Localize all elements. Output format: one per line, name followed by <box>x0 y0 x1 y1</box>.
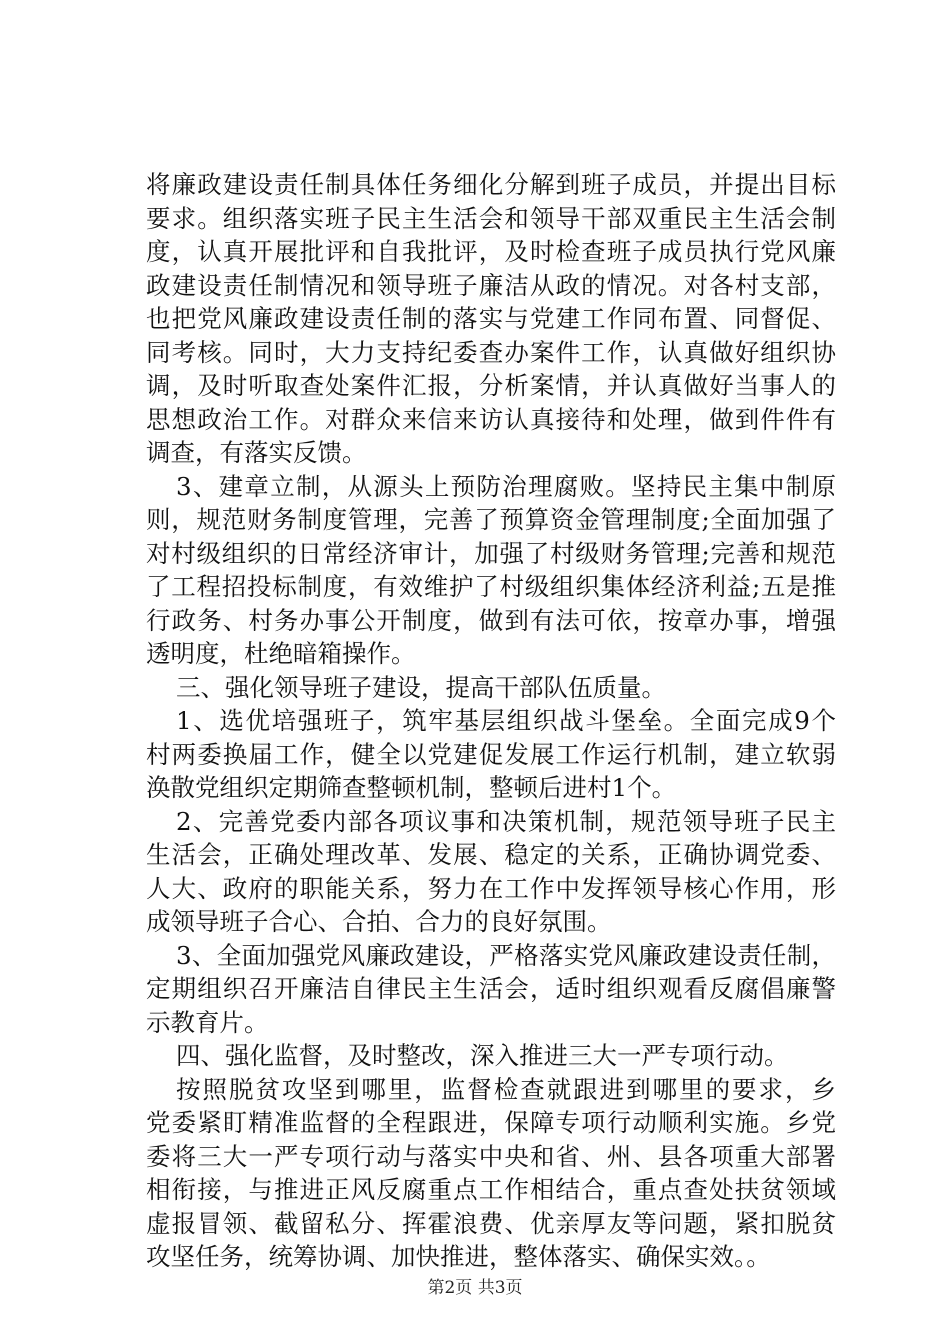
text-line: 也把党风廉政建设责任制的落实与党建工作同布置、同督促、 <box>146 304 836 333</box>
text-line: 调，及时听取查处案件汇报，分析案情，并认真做好当事人的 <box>146 371 836 400</box>
text-line: 透明度，杜绝暗箱操作。 <box>146 639 416 668</box>
text-line: 涣散党组织定期筛查整顿机制，整顿后进村1个。 <box>146 773 677 802</box>
text-line: 村两委换届工作，健全以党建促发展工作运行机制，建立软弱 <box>146 739 836 769</box>
text-line: 党委紧盯精准监督的全程跟进，保障专项行动顺利实施。乡党 <box>146 1108 836 1137</box>
text-line: 成领导班子合心、合拍、合力的良好氛围。 <box>146 907 612 936</box>
text-line: 相衔接，与推进正风反腐重点工作相结合，重点查处扶贫领域 <box>146 1175 836 1204</box>
text-line: 3、全面加强党风廉政建设，严格落实党风廉政建设责任制， <box>176 940 836 970</box>
text-line: 则，规范财务制度管理，完善了预算资金管理制度;全面加强了 <box>146 505 836 534</box>
text-line: 度，认真开展批评和自我批评，及时检查班子成员执行党风廉 <box>146 237 836 266</box>
text-line: 同考核。同时，大力支持纪委查办案件工作，认真做好组织协 <box>146 337 836 367</box>
text-line: 委将三大一严专项行动与落实中央和省、州、县各项重大部署 <box>146 1141 836 1171</box>
text-line: 了工程招投标制度，有效维护了村级组织集体经济利益;五是推 <box>146 572 836 601</box>
text-line: 人大、政府的职能关系，努力在工作中发挥领导核心作用，形 <box>146 873 836 903</box>
document-body <box>146 168 836 1274</box>
text-line: 政建设责任制情况和领导班子廉洁从政的情况。对各村支部， <box>146 270 836 300</box>
text-line: 2、完善党委内部各项议事和决策机制，规范领导班子民主 <box>176 806 836 836</box>
text-line: 调查，有落实反馈。 <box>146 438 367 467</box>
text-line: 四、强化监督，及时整改，深入推进三大一严专项行动。 <box>176 1041 789 1070</box>
text-line: 3、建章立制，从源头上预防治理腐败。坚持民主集中制原 <box>176 471 836 501</box>
text-line: 1、选优培强班子，筑牢基层组织战斗堡垒。全面完成9个 <box>176 706 836 735</box>
text-line: 定期组织召开廉洁自律民主生活会，适时组织观看反腐倡廉警 <box>146 974 836 1003</box>
text-line: 虚报冒领、截留私分、挥霍浪费、优亲厚友等问题，紧扣脱贫 <box>146 1208 836 1238</box>
page-footer: 第2页 共3页 <box>427 1278 523 1298</box>
text-line: 对村级组织的日常经济审计，加强了村级财务管理;完善和规范 <box>146 538 836 568</box>
text-line: 行政务、村务办事公开制度，做到有法可依，按章办事，增强 <box>146 605 836 635</box>
text-line: 生活会，正确处理改革、发展、稳定的关系，正确协调党委、 <box>146 840 836 869</box>
text-line: 将廉政建设责任制具体任务细化分解到班子成员，并提出目标 <box>146 170 836 199</box>
text-line: 思想政治工作。对群众来信来访认真接待和处理，做到件件有 <box>146 404 836 434</box>
text-line: 要求。组织落实班子民主生活会和领导干部双重民主生活会制 <box>146 203 836 233</box>
text-line: 攻坚任务，统筹协调、加快推进，整体落实、确保实效。。 <box>146 1242 771 1271</box>
text-line: 三、强化领导班子建设，提高干部队伍质量。 <box>176 672 666 702</box>
text-line: 示教育片。 <box>146 1007 269 1037</box>
text-line: 按照脱贫攻坚到哪里，监督检查就跟进到哪里的要求，乡 <box>176 1074 836 1104</box>
